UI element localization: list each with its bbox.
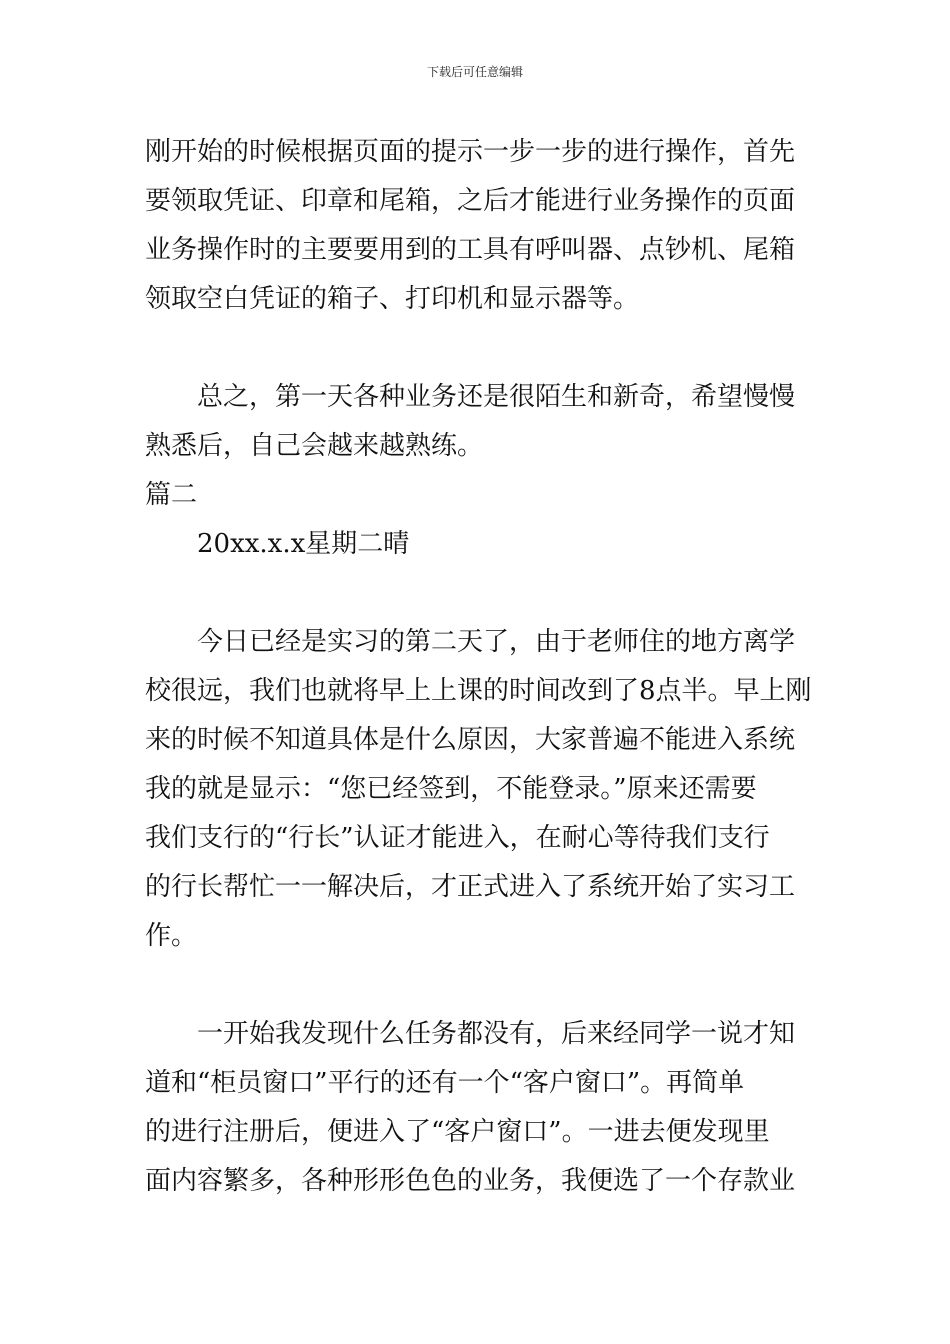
paragraph-line: 我的就是显示：“您已经签到，不能登录。”原来还需要 [145,774,757,804]
paragraph-line: 面内容繁多，各种形形色色的业务，我便选了一个存款业 [145,1166,796,1196]
paragraph-line: 要领取凭证、印章和尾箱，之后才能进行业务操作的页面 [145,186,796,216]
paragraph-line: 今日已经是实习的第二天了，由于老师住的地方离学 [145,627,796,657]
paragraph-line: 一开始我发现什么任务都没有，后来经同学一说才知 [145,1019,796,1049]
paragraph-line: 领取空白凭证的箱子、打印机和显示器等。 [145,284,640,314]
paragraph-line: 来的时候不知道具体是什么原因，大家普遍不能进入系统 [145,725,796,755]
paragraph-line: 总之，第一天各种业务还是很陌生和新奇，希望慢慢 [145,382,796,412]
paragraph-line: 我们支行的“行长”认证才能进入，在耐心等待我们支行 [145,823,770,853]
paragraph-line: 道和“柜员窗口”平行的还有一个“客户窗口”。再简单 [145,1068,745,1098]
paragraph-gap [145,324,810,373]
paragraph-line: 作。 [145,921,198,951]
paragraph-gap [145,569,810,618]
paragraph-line: 的行长帮忙一一解决后，才正式进入了系统开始了实习工 [145,872,796,902]
date-line: 20xx.x.x星期二晴 [145,529,410,559]
paragraph-line: 刚开始的时候根据页面的提示一步一步的进行操作，首先 [145,137,796,167]
section-title: 篇二 [145,480,198,510]
paragraph-line: 业务操作时的主要要用到的工具有呼叫器、点钞机、尾箱 [145,235,796,265]
page-header-note: 下载后可任意编辑 [426,65,523,79]
paragraph-gap [145,961,810,1010]
paragraph-line: 校很远，我们也就将早上上课的时间改到了8点半。早上刚 [145,676,812,706]
paragraph-line: 的进行注册后，便进入了“客户窗口”。一进去便发现里 [145,1117,770,1147]
paragraph-line: 熟悉后，自己会越来越熟练。 [145,431,484,461]
document-body [145,128,810,1206]
